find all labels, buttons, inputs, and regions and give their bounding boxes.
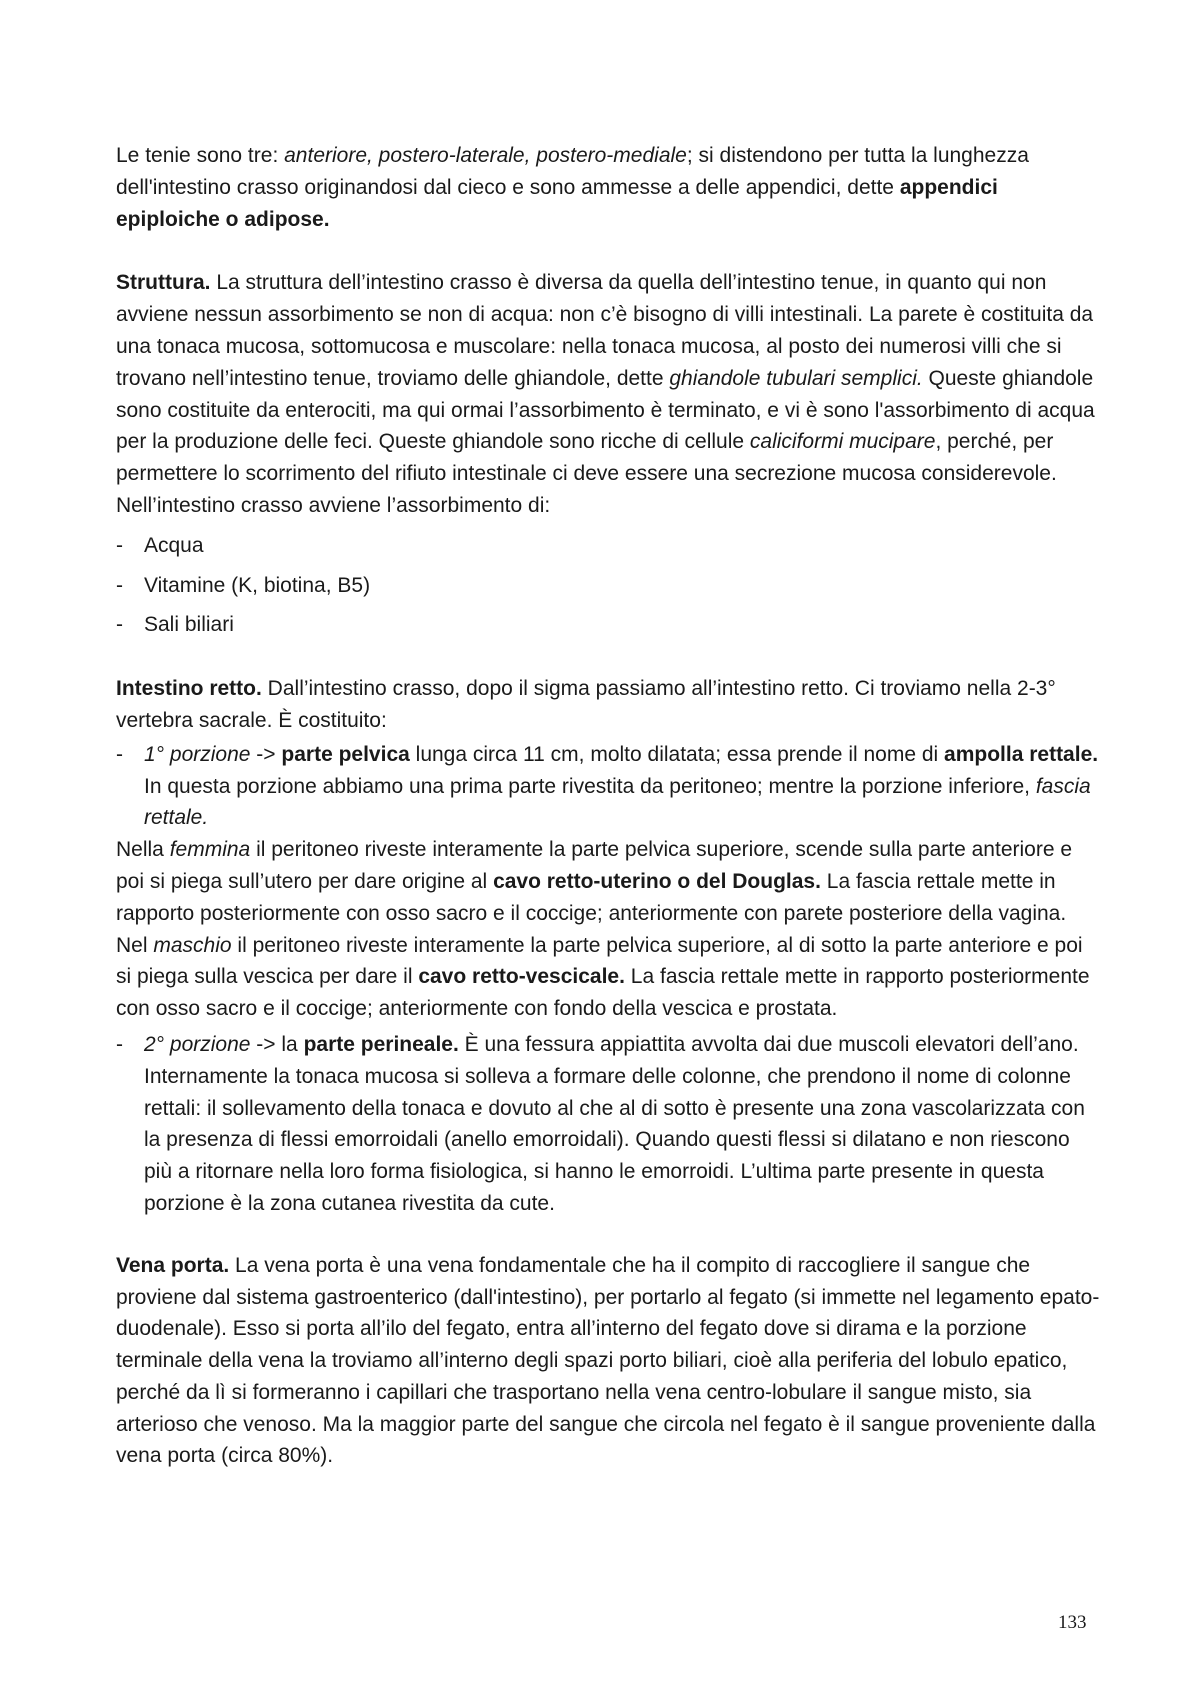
heading-intestino-retto: Intestino retto. [116, 677, 262, 701]
list-item: - Sali biliari [116, 613, 234, 637]
paragraph-femmina: Nella femmina il peritoneo riveste interamente la parte pelvica superiore, scende sulla parte anteriore e poi si piega sull’utero per dare origine al cavo retto-uterino o del Douglas. La fascia rettale mette in rapporto posteriormente con osso sacro e il coccige; anteriormente con parete posteriore della vagina. [116, 838, 1073, 925]
paragraph-struttura: Struttura. La struttura dell’intestino crasso è diversa da quella dell’intestino tenue, in quanto qui non avviene nessun assorbimento se non di acqua: non c’è bisogno di villi intestinali. La parete è costituita da una tonaca mucosa, sottomucosa e muscolare: nella tonaca mucosa, al posto dei numerosi villi che si trovano nell’intestino tenue, troviamo delle ghiandole, dette ghiandole tubulari semplici. Queste ghiandole sono costituite da enterociti, ma qui ormai l’assorbimento è terminato, e vi è sono l'assorbimento di acqua per la produzione delle feci. Queste ghiandole sono ricche di cellule caliciformi mucipare, perché, per permettere lo scorrimento del rifiuto intestinale ci deve essere una secrezione mucosa considerevole. Nell’intestino crasso avviene l’assorbimento di: [116, 271, 1095, 517]
heading-vena-porta: Vena porta. [116, 1253, 230, 1277]
page-number: 133 [1058, 1612, 1087, 1633]
paragraph-tenie: Le tenie sono tre: anteriore, postero-laterale, postero-mediale; si distendono per tutta la lunghezza dell'intestino crasso originandosi dal cieco e sono ammesse a delle appendici, dette appendici epiploiche o adipose. [116, 144, 1029, 231]
list-item: - Acqua [116, 533, 204, 557]
document-page [116, 140, 1100, 1472]
absorption-list [116, 530, 1100, 641]
list-item: - Vitamine (K, biotina, B5) [116, 573, 371, 597]
heading-struttura: Struttura. [116, 271, 211, 295]
list-item: - 1° porzione -> parte pelvica lunga circa 11 cm, molto dilatata; essa prende il nome di ampolla rettale. In questa porzione abbiamo una prima parte rivestita da peritoneo; mentre la porzione inferiore, fascia rettale. [116, 742, 1099, 830]
paragraph-vena-porta: Vena porta. La vena porta è una vena fondamentale che ha il compito di raccogliere il sangue che proviene dal sistema gastroenterico (dall'intestino), per portarlo al fegato (si immette nel legamento epato-duodenale). Esso si porta all’ilo del fegato, entra all’interno del fegato dove si dirama e la porzione terminale della vena la troviamo all’interno degli spazi porto biliari, cioè alla periferia del lobulo epatico, perché da lì si formeranno i capillari che trasportano nella vena centro-lobulare il sangue misto, sia arterioso che venoso. Ma la maggior parte del sangue che circola nel fegato è il sangue proveniente dalla vena porta (circa 80%). [116, 1253, 1100, 1468]
list-item: - 2° porzione -> la parte perineale. È una fessura appiattita avvolta dai due muscoli elevatori dell’ano. Internamente la tonaca mucosa si solleva a formare delle colonne, che prendono il nome di colonne rettali: il sollevamento della tonaca e dovuto al che al di sotto è presente una zona vascolarizzata con la presenza di flessi emorroidali (anello emorroidali). Quando questi flessi si dilatano e non riescono più a ritornare nella loro forma fisiologica, si hanno le emorroidi. L’ultima parte presente in questa porzione è la zona cutanea rivestita da cute. [116, 1032, 1085, 1215]
retto-list-1 [116, 739, 1100, 834]
spacer [116, 1220, 1100, 1250]
term-appendici-epiploiche: appendici epiploiche o adipose. [116, 175, 998, 231]
retto-list-2 [116, 1029, 1100, 1220]
spacer [116, 649, 1100, 673]
spacer [116, 235, 1100, 267]
paragraph-intestino-retto: Intestino retto. Dall’intestino crasso, dopo il sigma passiamo all’intestino retto. Ci troviamo nella 2-3° vertebra sacrale. È costituito: [116, 677, 1056, 732]
paragraph-maschio: Nel maschio il peritoneo riveste interamente la parte pelvica superiore, al di sotto la parte anteriore e poi si piega sulla vescica per dare il cavo retto-vescicale. La fascia rettale mette in rapporto posteriormente con osso sacro e il coccige; anteriormente con fondo della vescica e prostata. [116, 933, 1090, 1021]
